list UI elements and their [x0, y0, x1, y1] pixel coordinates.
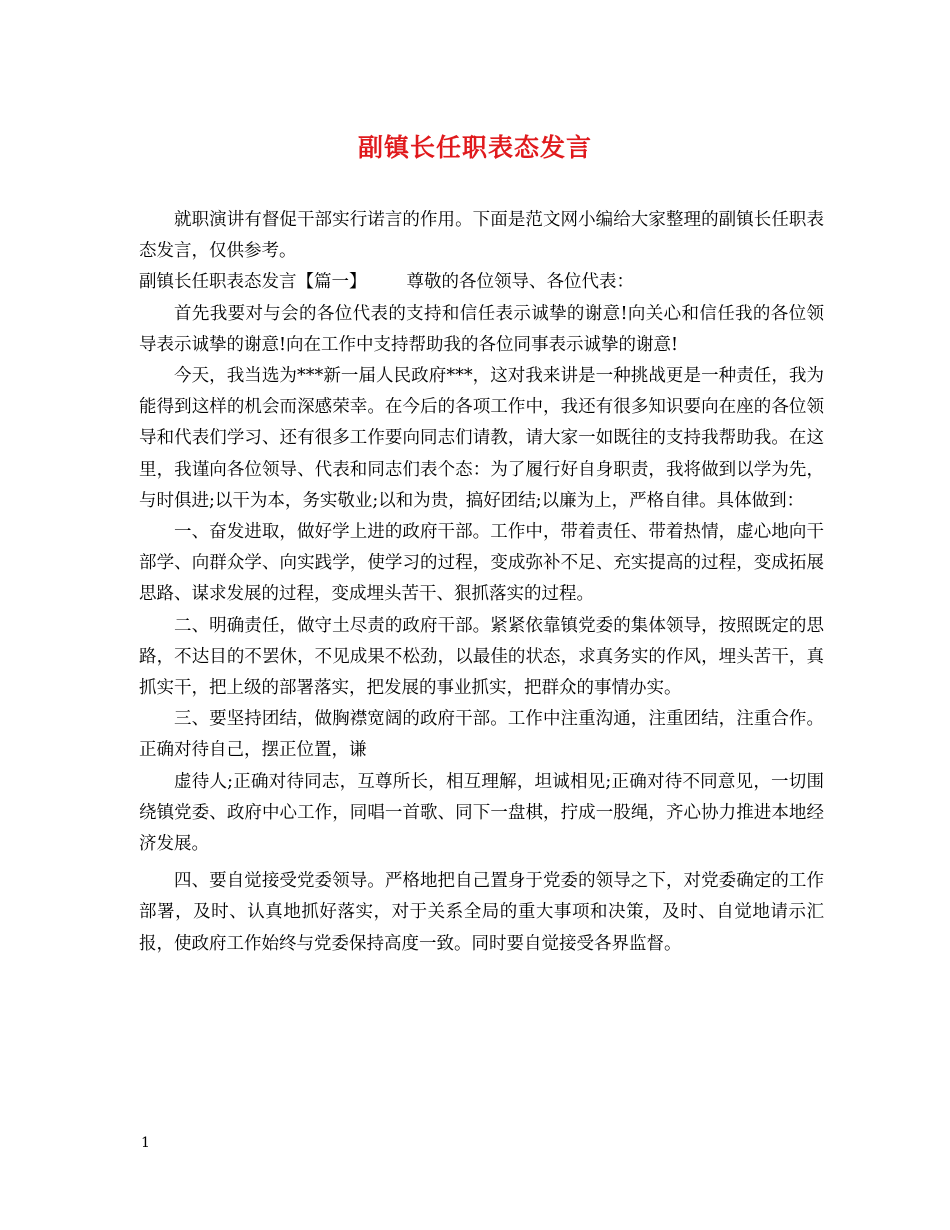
point-four-paragraph: 四、要自觉接受党委领导。严格地把自己置身于党委的领导之下，对党委确定的工作部署，及时、认真地抓好落实，对于关系全局的重大事项和决策，及时、自觉地请示汇报，使政府工作始终与党委保持高度一致。同时要自觉接受各界监督。	[139, 871, 824, 954]
section-heading-line	[139, 267, 824, 298]
statement-paragraph: 今天，我当选为***新一届人民政府***，这对我来讲是一种挑战更是一种责任，我为能得到这样的机会而深感荣幸。在今后的各项工作中，我还有很多知识要向在座的各位领导和代表们学习、还有很多工作要向同志们请教，请大家一如既往的支持我帮助我。在这里，我谨向各位领导、代表和同志们表个态：为了履行好自身职责，我将做到以学为先，与时俱进;以干为本，务实敬业;以和为贵，搞好团结;以廉为上，严格自律。具体做到：	[139, 366, 824, 511]
salutation: 尊敬的各位领导、各位代表：	[406, 272, 634, 293]
point-three-paragraph: 三、要坚持团结，做胸襟宽阔的政府干部。工作中注重沟通，注重团结，注重合作。正确对待自己，摆正位置，谦	[139, 709, 824, 761]
gratitude-paragraph: 首先我要对与会的各位代表的支持和信任表示诚挚的谢意!向关心和信任我的各位领导表示诚挚的谢意!向在工作中支持帮助我的各位同事表示诚挚的谢意!	[139, 303, 824, 355]
document-body	[139, 205, 824, 960]
point-three-continued-paragraph: 虚待人;正确对待同志，互尊所长，相互理解，坦诚相见;正确对待不同意见，一切围绕镇党委、政府中心工作，同唱一首歌、同下一盘棋，拧成一股绳，齐心协力推进本地经济发展。	[139, 771, 824, 855]
point-one-paragraph: 一、奋发进取，做好学上进的政府干部。工作中，带着责任、带着热情，虚心地向干部学、向群众学、向实践学，使学习的过程，变成弥补不足、充实提高的过程，变成拓展思路、谋求发展的过程，变成埋头苦干、狠抓落实的过程。	[139, 522, 824, 605]
point-two-paragraph: 二、明确责任，做守土尽责的政府干部。紧紧依靠镇党委的集体领导，按照既定的思路，不达目的不罢休，不见成果不松劲，以最佳的状态，求真务实的作风，埋头苦干，真抓实干，把上级的部署落实，把发展的事业抓实，把群众的事情办实。	[139, 615, 824, 699]
page-number: 1	[141, 1135, 150, 1151]
section-heading: 副镇长任职表态发言【篇一】	[139, 272, 367, 293]
intro-paragraph: 就职演讲有督促干部实行诺言的作用。下面是范文网小编给大家整理的副镇长任职表态发言，仅供参考。	[139, 210, 824, 262]
document-title: 副镇长任职表态发言	[357, 133, 592, 162]
